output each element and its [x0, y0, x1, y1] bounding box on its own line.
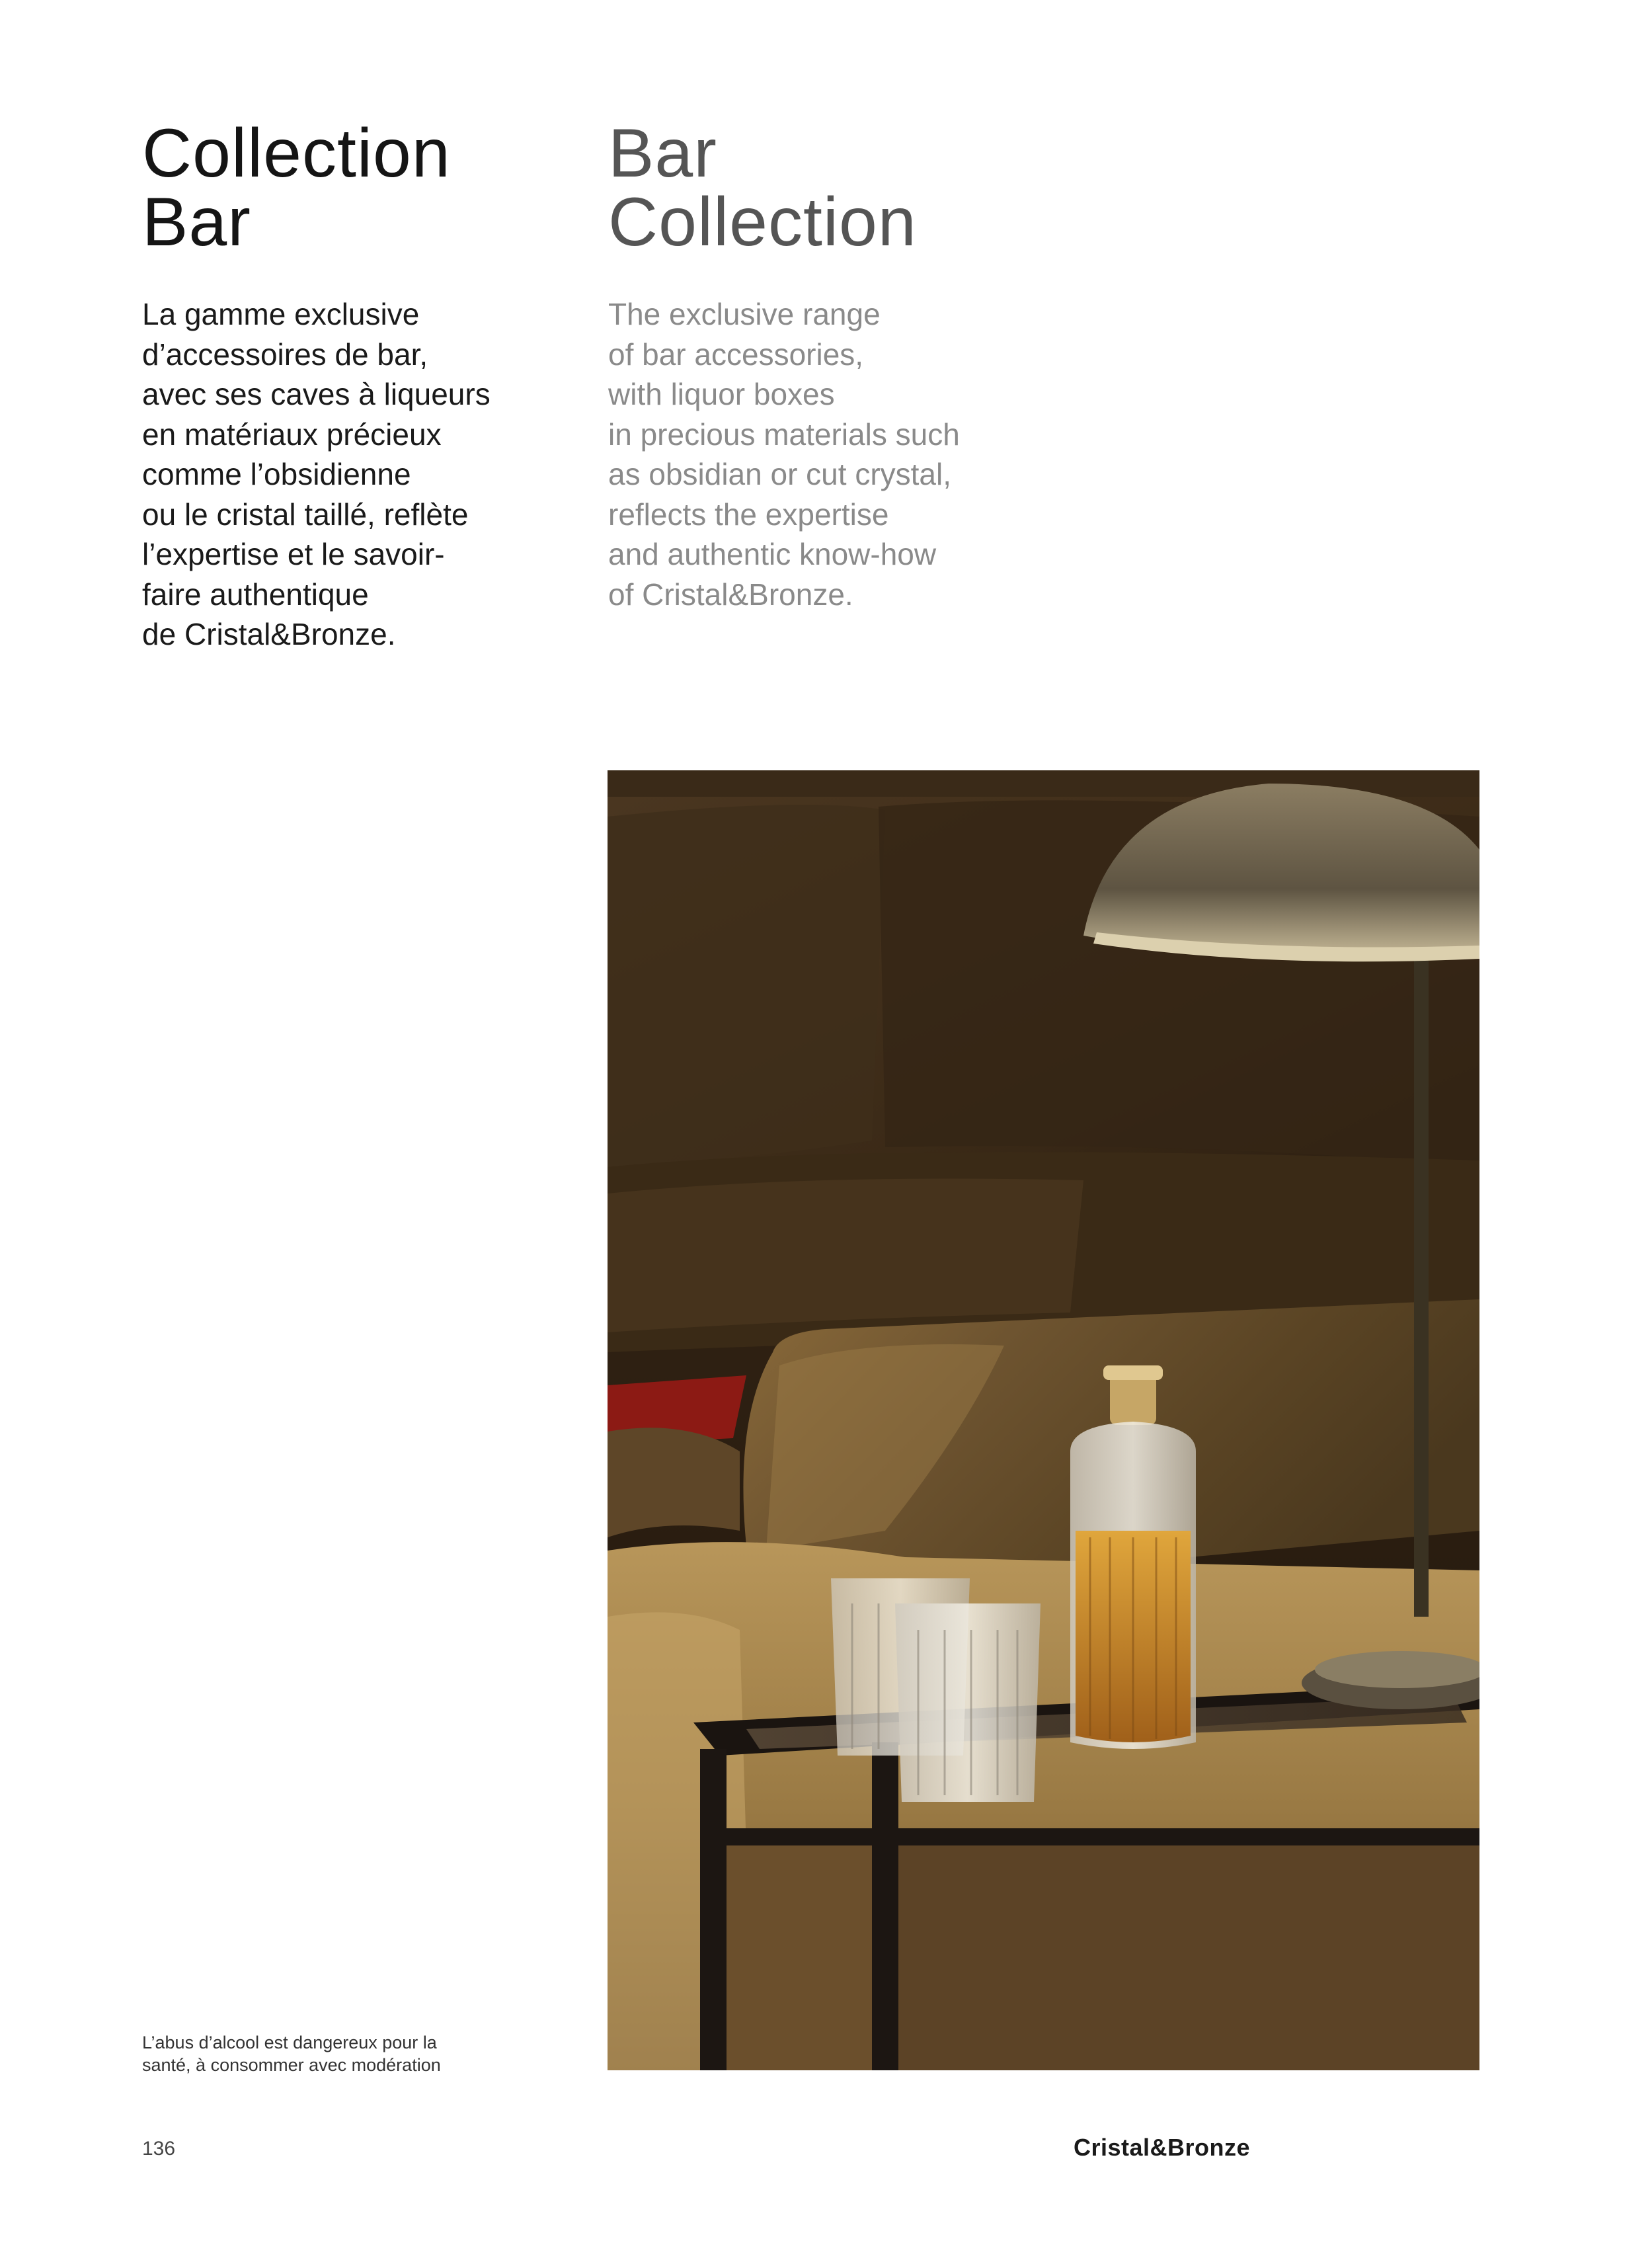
body-french-line: d’accessoires de bar,: [142, 337, 428, 372]
disclaimer-line-1: L’abus d’alcool est dangereux pour la: [142, 2033, 437, 2052]
body-french-line: avec ses caves à liqueurs: [142, 377, 491, 411]
title-french: [142, 115, 565, 261]
body-english-line: reflects the expertise: [608, 497, 889, 532]
body-english-line: with liquor boxes: [608, 377, 835, 411]
body-english: [608, 294, 1084, 614]
body-french: [142, 294, 578, 655]
body-french-line: de Cristal&Bronze.: [142, 617, 396, 651]
title-french-line-2: Bar: [142, 184, 251, 261]
title-french-line-1: Collection: [142, 115, 451, 192]
body-french-line: faire authentique: [142, 577, 369, 612]
body-english-line: of bar accessories,: [608, 337, 864, 372]
body-english-line: of Cristal&Bronze.: [608, 577, 853, 612]
body-english-line: and authentic know-how: [608, 537, 937, 571]
brand-name: Cristal&Bronze: [1074, 2134, 1251, 2161]
body-french-line: l’expertise et le savoir-: [142, 537, 445, 571]
body-english-line: The exclusive range: [608, 297, 881, 331]
alcohol-disclaimer: [142, 2031, 512, 2076]
product-photo: [608, 770, 1479, 2070]
title-english: [608, 115, 1071, 261]
page-number: 136: [142, 2138, 176, 2160]
title-english-line-1: Bar: [608, 115, 717, 192]
title-english-line-2: Collection: [608, 184, 917, 261]
body-english-line: in precious materials such: [608, 417, 960, 452]
disclaimer-line-2: santé, à consommer avec modération: [142, 2055, 441, 2075]
body-french-line: ou le cristal taillé, reflète: [142, 497, 469, 532]
body-french-line: en matériaux précieux: [142, 417, 442, 452]
body-english-line: as obsidian or cut crystal,: [608, 457, 952, 491]
body-french-line: comme l’obsidienne: [142, 457, 411, 491]
body-french-line: La gamme exclusive: [142, 297, 420, 331]
